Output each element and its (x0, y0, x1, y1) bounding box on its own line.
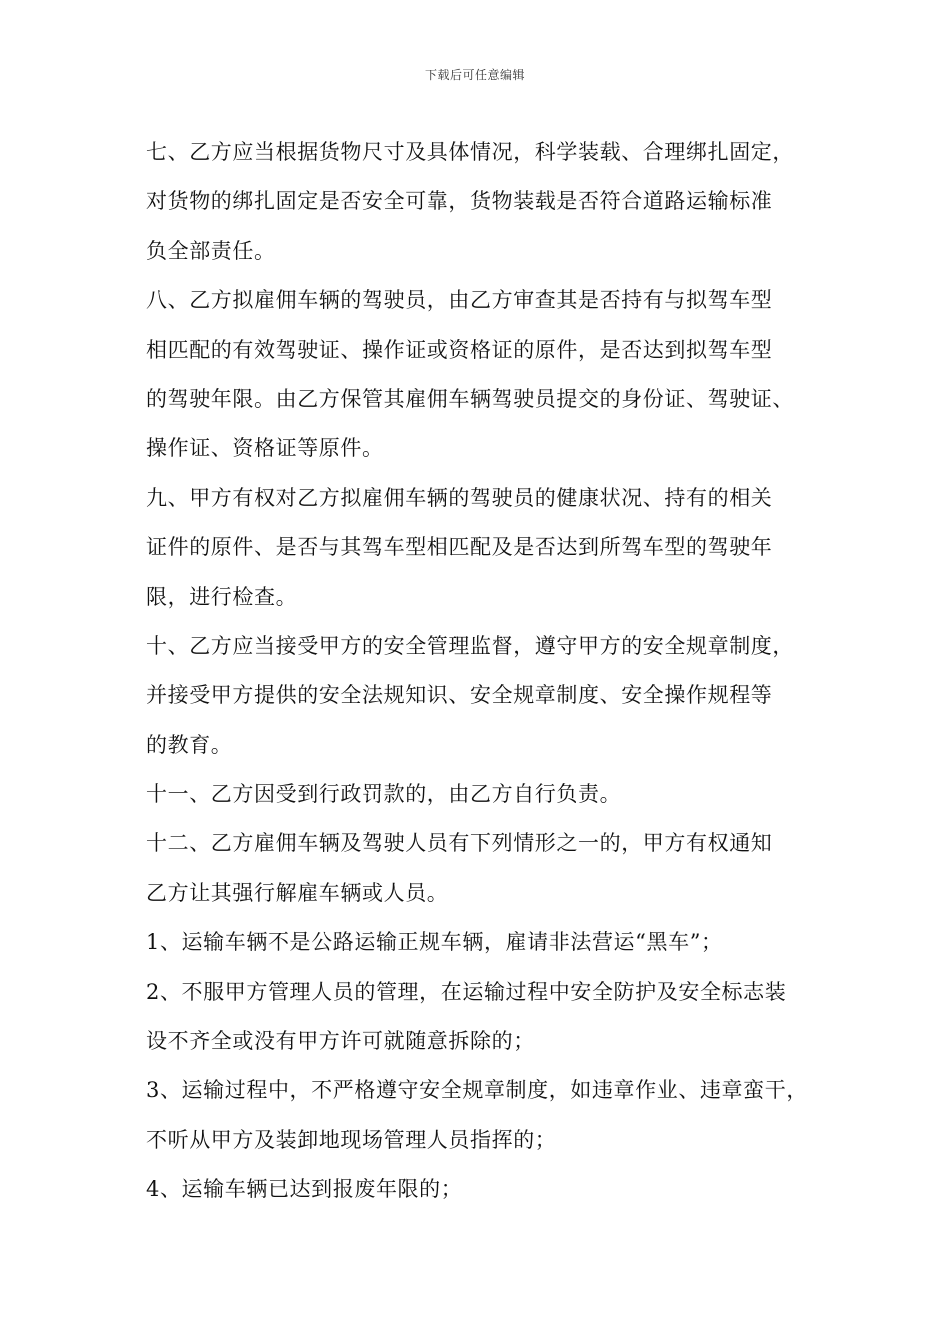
text-line: 十二、乙方雇佣车辆及驾驶人员有下列情形之一的，甲方有权通知 (146, 831, 773, 856)
text-line: 操作证、资格证等原件。 (146, 436, 384, 461)
text-line: 4、运输车辆已达到报废年限的； (146, 1177, 463, 1202)
text-line: 九、甲方有权对乙方拟雇佣车辆的驾驶员的健康状况、持有的相关 (146, 485, 773, 510)
text-line: 不听从甲方及装卸地现场管理人员指挥的； (146, 1127, 557, 1152)
text-line: 的驾驶年限。由乙方保管其雇佣车辆驾驶员提交的身份证、驾驶证、 (146, 386, 794, 411)
page-header: 下载后可任意编辑 (424, 68, 525, 82)
text-line: 负全部责任。 (146, 238, 276, 263)
text-line: 证件的原件、是否与其驾车型相匹配及是否达到所驾车型的驾驶年 (146, 535, 773, 560)
text-line: 3、运输过程中，不严格遵守安全规章制度，如违章作业、违章蛮干， (146, 1078, 808, 1103)
text-line: 1、运输车辆不是公路运输正规车辆，雇请非法营运“黑车”； (146, 930, 723, 955)
text-line: 十、乙方应当接受甲方的安全管理监督，遵守甲方的安全规章制度， (146, 633, 794, 658)
text-line: 限，进行检查。 (146, 584, 298, 609)
text-line: 乙方让其强行解雇车辆或人员。 (146, 880, 449, 905)
text-line: 并接受甲方提供的安全法规知识、安全规章制度、安全操作规程等 (146, 683, 773, 708)
text-line: 相匹配的有效驾驶证、操作证或资格证的原件，是否达到拟驾车型 (146, 337, 773, 362)
text-line: 八、乙方拟雇佣车辆的驾驶员，由乙方审查其是否持有与拟驾车型 (146, 288, 773, 313)
text-line: 2、不服甲方管理人员的管理，在运输过程中安全防护及安全标志装 (146, 979, 787, 1004)
text-line: 的教育。 (146, 732, 233, 757)
text-line: 七、乙方应当根据货物尺寸及具体情况，科学装载、合理绑扎固定， (146, 140, 794, 164)
document-body (146, 128, 816, 1215)
text-line: 十一、乙方因受到行政罚款的，由乙方自行负责。 (146, 782, 622, 807)
text-line: 对货物的绑扎固定是否安全可靠，货物装载是否符合道路运输标准 (146, 189, 773, 214)
text-line: 设不齐全或没有甲方许可就随意拆除的； (146, 1029, 535, 1054)
